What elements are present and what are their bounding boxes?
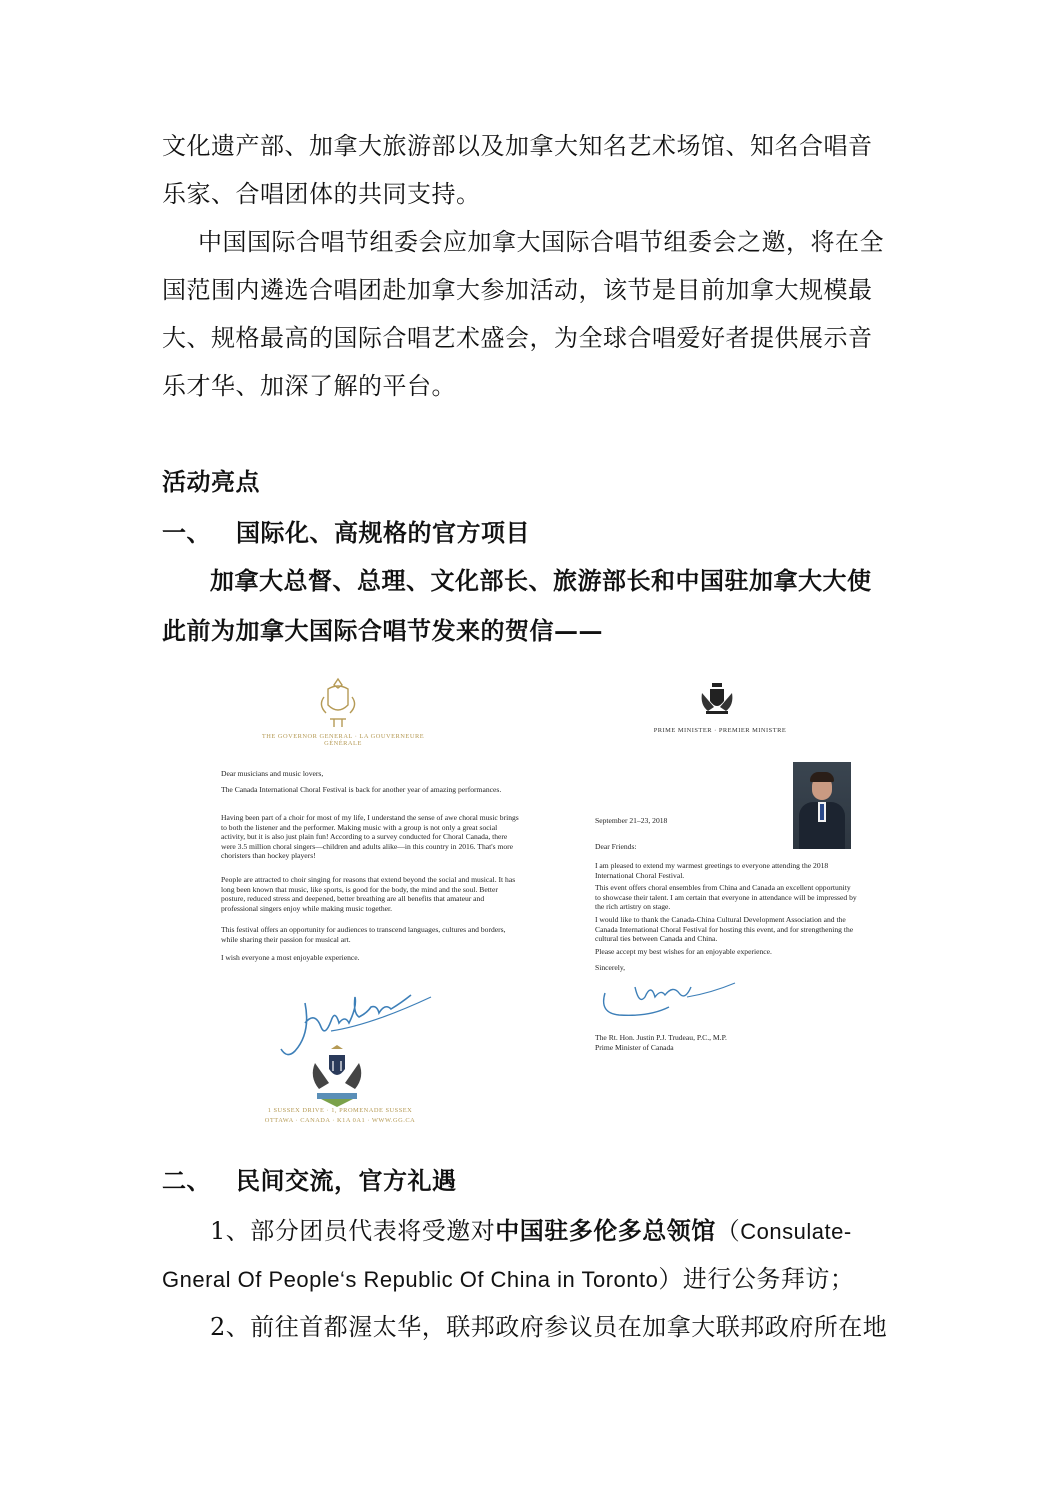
section2-title: 民间交流，官方礼遇 — [236, 1166, 457, 1195]
gg-paragraph3: People are attracted to choir singing for reasons that extend beyond the social and musical. It has long been known that music, like sports, is good for the body, the mind and the soul. Better posture, reduced stress and deepened, better breathing are all benefits that amateur and professional singers enjoy while making music together. — [221, 875, 516, 913]
item1-paren-open: （ — [715, 1217, 741, 1245]
prime-minister-portrait — [793, 762, 851, 849]
pm-salutation: Dear Friends: — [595, 842, 637, 851]
paragraph2-line3: 大、规格最高的国际合唱艺术盛会，为全球合唱爱好者提供展示音 — [162, 324, 873, 352]
governor-general-letter — [195, 665, 575, 1145]
congratulatory-letters-image — [195, 665, 895, 1145]
canada-coat-of-arms-icon — [700, 681, 734, 717]
gg-paragraph1: The Canada International Choral Festival is back for another year of amazing performances. — [221, 785, 502, 794]
pm-signer-name: The Rt. Hon. Justin P.J. Trudeau, P.C., M.P. — [595, 1033, 727, 1042]
pm-paragraph2: This event offers choral ensembles from China and Canada an excellent opportunity to showcase their talent. I am certain that everyone in attendance will be impressed by the rich artistry on stage. — [595, 883, 857, 912]
paragraph2-line2: 国范围内遴选合唱团赴加拿大参加活动，该节是目前加拿大规模最 — [162, 276, 873, 304]
pm-signer-title: Prime Minister of Canada — [595, 1043, 674, 1052]
paragraph1-line2: 乐家、合唱团体的共同支持。 — [162, 180, 481, 208]
highlights-title: 活动亮点 — [162, 467, 260, 496]
prime-minister-letter — [575, 665, 895, 1145]
item1-line2 — [162, 1264, 854, 1295]
item1-line1 — [210, 1216, 852, 1247]
gg-salutation: Dear musicians and music lovers, — [221, 769, 324, 778]
prime-minister-header: PRIME MINISTER · PREMIER MINISTRE — [653, 727, 787, 734]
gg-coat-of-arms-icon — [307, 1043, 367, 1111]
pm-closing: Sincerely, — [595, 963, 626, 972]
paragraph2-line1: 中国国际合唱节组委会应加拿大国际合唱节组委会之邀，将在全 — [198, 228, 884, 256]
gg-paragraph2: Having been part of a choir for most of my life, I understand the sense of awe choral music brings to both the listener and the performer. Making music with a group is not only a great social activity, but it is also just plain fun! According to a survey conducted for Choral Canada, there were 3.5 million choral singers—children and adults alike—in this country in 2016. That's more choristers than hockey players! — [221, 813, 519, 861]
gg-paragraph4: This festival offers an opportunity for audiences to transcend languages, cultures and borders, while sharing their passion for musical art. — [221, 925, 506, 944]
section1-title: 国际化、高规格的官方项目 — [236, 518, 530, 547]
section1-line1: 加拿大总督、总理、文化部长、旅游部长和中国驻加拿大大使 — [210, 566, 872, 595]
section2-number: 二、 — [162, 1166, 211, 1195]
pm-date: September 21–23, 2018 — [595, 816, 668, 825]
pm-signature-image — [595, 973, 745, 1023]
gg-footer-city: OTTAWA · CANADA · K1A 0A1 · WWW.GG.CA — [264, 1117, 416, 1124]
gg-paragraph5: I wish everyone a most enjoyable experience. — [221, 953, 360, 962]
item1-prefix: 1、部分团员代表将受邀对 — [210, 1217, 496, 1245]
consulate-english-name-part2: Gneral Of People‘s Republic Of China in Toronto — [162, 1267, 659, 1292]
section1-line2: 此前为加拿大国际合唱节发来的贺信—— — [162, 616, 603, 645]
section1-number: 一、 — [162, 518, 211, 547]
item1-suffix: ）进行公务拜访； — [658, 1265, 855, 1293]
item2-line1: 2、前往首都渥太华，联邦政府参议员在加拿大联邦政府所在地 — [210, 1313, 888, 1341]
consulate-english-name-part1: Consulate- — [740, 1219, 852, 1244]
pm-paragraph4: Please accept my best wishes for an enjoyable experience. — [595, 947, 772, 956]
pm-paragraph3: I would like to thank the Canada-China Cultural Development Association and the Canada International Choral Festival for hosting this event, and for strengthening the cultural ties between Canada and China. — [595, 915, 854, 944]
governor-general-header: THE GOVERNOR GENERAL · LA GOUVERNEURE GÉNÉRALE — [261, 733, 425, 747]
gg-footer-address: 1 SUSSEX DRIVE · 1, PROMENADE SUSSEX — [267, 1107, 413, 1114]
paragraph1-line1: 文化遗产部、加拿大旅游部以及加拿大知名艺术场馆、知名合唱音 — [162, 132, 873, 160]
paragraph2-line4: 乐才华、加深了解的平台。 — [162, 372, 456, 400]
pm-paragraph1: I am pleased to extend my warmest greetings to everyone attending the 2018 International Choral Festival. — [595, 861, 829, 880]
governor-general-crest-icon — [310, 675, 366, 731]
consulate-name: 中国驻多伦多总领馆 — [495, 1216, 716, 1245]
